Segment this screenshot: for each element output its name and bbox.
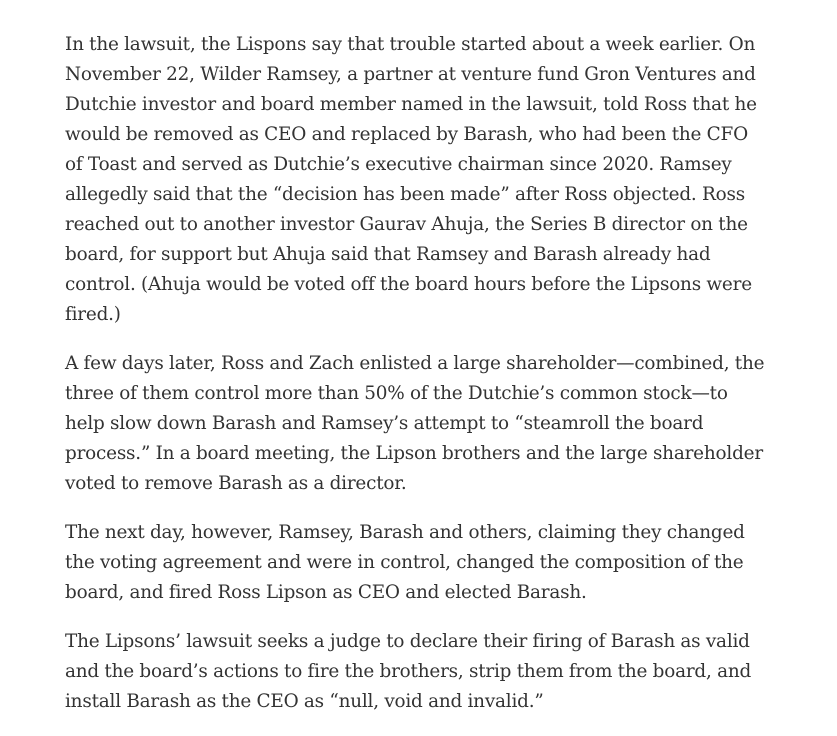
article-paragraph-3: The next day, however, Ramsey, Barash and others, claiming they changed the voting agreement and were in control, changed the composition of the board, and fired Ross Lipson as CEO and elected Barash. [65, 522, 745, 603]
article-paragraph-4: The Lipsons’ lawsuit seeks a judge to declare their firing of Barash as valid and the board’s actions to fire the brothers, strip them from the board, and install Barash as the CEO as “null, void and invalid.” [65, 631, 752, 712]
article-paragraph-2: A few days later, Ross and Zach enlisted a large shareholder—combined, the three of them control more than 50% of the Dutchie’s common stock—to help slow down Barash and Ramsey’s attempt to “steamroll the board process.” In a board meeting, the Lipson brothers and the large shareholder voted to remove Barash as a director. [65, 353, 765, 494]
article-body [65, 30, 765, 736]
article-paragraph-1: In the lawsuit, the Lispons say that trouble started about a week earlier. On November 22, Wilder Ramsey, a partner at venture fund Gron Ventures and Dutchie investor and board member named in the lawsuit, told Ross that he would be removed as CEO and replaced by Barash, who had been the CFO of Toast and served as Dutchie’s executive chairman since 2020. Ramsey allegedly said that the “decision has been made” after Ross objected. Ross reached out to another investor Gaurav Ahuja, the Series B director on the board, for support but Ahuja said that Ramsey and Barash already had control. (Ahuja would be voted off the board hours before the Lipsons were fired.) [65, 34, 757, 325]
